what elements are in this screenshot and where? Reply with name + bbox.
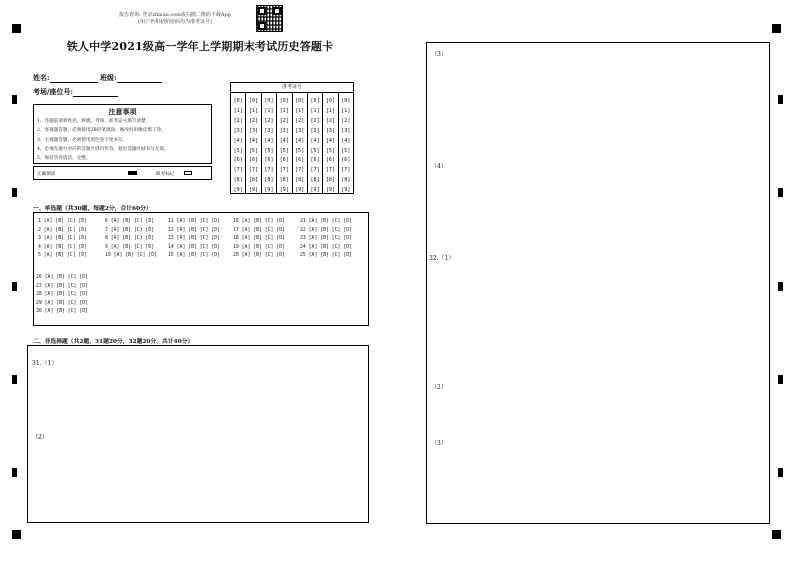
corner-mark [12,530,21,539]
exam-number-bubble[interactable]: [2] [325,117,335,124]
answer-area-31[interactable] [27,345,369,523]
choice-question[interactable]: 23 [A] [B] [C] [D] [300,236,352,242]
exam-number-bubble[interactable]: [2] [233,117,243,124]
choice-question[interactable]: 8 [A] [B] [C] [D] [105,236,155,242]
exam-number-bubble[interactable]: [7] [279,167,289,174]
exam-number-bubble[interactable]: [2] [295,117,305,124]
exam-number-bubble[interactable]: [6] [249,157,259,164]
timing-mark [12,95,17,104]
exam-number-bubble[interactable]: [3] [310,127,320,134]
exam-number-bubble[interactable]: [1] [310,107,320,114]
exam-number-bubble[interactable]: [8] [279,177,289,184]
answer-area-right[interactable] [426,42,770,524]
exam-number-bubble[interactable]: [6] [341,157,351,164]
timing-mark [12,188,17,197]
name-field [33,73,162,83]
exam-number-bubble[interactable]: [9] [295,187,305,194]
exam-number-bubble[interactable]: [7] [249,167,259,174]
exam-number-bubble[interactable]: [9] [310,187,320,194]
exam-number-bubble[interactable]: [1] [233,107,243,114]
exam-number-bubble[interactable]: [0] [264,98,274,104]
exam-number-bubble[interactable]: [3] [233,127,243,134]
choice-question[interactable]: 3 [A] [B] [C] [D] [38,236,88,242]
q32-part3-label: （3） [431,440,447,447]
section1-title: 一、单选题（共30题，每题2分，合计60分） [33,206,152,212]
choice-question[interactable]: 19 [A] [B] [C] [D] [233,244,285,250]
notes-box [33,104,212,164]
q31-part4-label: （4） [431,163,447,170]
exam-number-bubble[interactable]: [0] [249,98,259,104]
exam-number-bubble[interactable]: [1] [341,107,351,114]
choice-question[interactable]: 13 [A] [B] [C] [D] [168,236,220,242]
notes-item: 3、主观题答题，必须使用黑色签字笔书写。 [37,137,128,143]
choice-question[interactable]: 1 [A] [B] [C] [D] [38,219,88,224]
exam-number-column [246,93,261,194]
multiple-choice-box [33,212,369,326]
correct-fill-label: 正确填涂 [37,172,56,177]
exam-number-bubble[interactable]: [2] [264,117,274,124]
exam-number-bubble[interactable]: [5] [249,147,259,154]
exam-number-bubble[interactable]: [4] [325,137,335,144]
exam-number-bubble[interactable]: [7] [341,167,351,174]
q31-part2-label: （2） [32,434,48,441]
exam-number-bubble[interactable]: [0] [295,98,305,104]
exam-number-bubble[interactable]: [5] [310,147,320,154]
timing-mark [778,375,783,384]
exam-number-column [277,93,292,194]
exam-number-bubble[interactable]: [5] [295,147,305,154]
exam-number-bubble[interactable]: [5] [279,147,289,154]
exam-number-column [293,93,308,194]
exam-number-bubble[interactable]: [7] [233,167,243,174]
choice-question[interactable]: 22 [A] [B] [C] [D] [300,227,352,233]
choice-question[interactable]: 16 [A] [B] [C] [D] [233,219,285,224]
notes-item: 1、答题前请将姓名、班级、考场、准考证号填写清楚。 [37,119,151,124]
choice-question[interactable]: 6 [A] [B] [C] [D] [105,219,155,224]
exam-number-bubble[interactable]: [3] [279,127,289,134]
exam-number-bubble[interactable]: [4] [295,137,305,144]
room-blank[interactable] [73,89,118,97]
exam-number-bubble[interactable]: [9] [249,187,259,194]
exam-number-bubble[interactable]: [8] [341,177,351,184]
exam-number-bubble[interactable]: [6] [233,157,243,164]
exam-number-bubble[interactable]: [5] [233,147,243,154]
exam-number-bubble[interactable]: [1] [325,107,335,114]
exam-number-bubble[interactable]: [8] [249,177,259,184]
exam-number-bubble[interactable]: [8] [325,177,335,184]
exam-number-column [262,93,277,194]
exam-number-bubble[interactable]: [2] [279,117,289,124]
choice-question[interactable]: 26 [A] [B] [C] [D] [36,275,88,280]
exam-number-column [339,93,353,194]
choice-question[interactable]: 4 [A] [B] [C] [D] [38,244,88,250]
exam-number-bubble[interactable]: [4] [341,137,351,144]
report-instruction-sub: (用户名和初始密码均为准考证号) [138,19,212,25]
exam-number-bubble[interactable]: [3] [264,127,274,134]
name-label: 姓名: [33,73,50,82]
exam-number-bubble[interactable]: [0] [325,98,335,104]
timing-mark [778,188,783,197]
exam-number-bubble[interactable]: [9] [264,187,274,194]
exam-number-bubble[interactable]: [9] [233,187,243,194]
exam-number-bubble[interactable]: [2] [310,117,320,124]
q31-part3-label: （3） [431,51,447,58]
exam-number-bubble[interactable]: [3] [325,127,335,134]
exam-number-bubble[interactable]: [2] [341,117,351,124]
room-label: 考场/座位号: [33,87,74,96]
timing-mark [778,468,783,477]
choice-question[interactable]: 5 [A] [B] [C] [D] [38,253,88,259]
choice-question[interactable]: 7 [A] [B] [C] [D] [105,227,155,233]
exam-number-bubble[interactable]: [0] [279,98,289,104]
exam-number-bubble[interactable]: [7] [264,167,274,174]
exam-number-bubble[interactable]: [3] [341,127,351,134]
choice-question[interactable]: 12 [A] [B] [C] [D] [168,227,220,233]
q31-part1-label: 31.（1） [32,360,58,367]
choice-question[interactable]: 30 [A] [B] [C] [D] [36,309,88,315]
timing-mark [12,375,17,384]
exam-number-bubble[interactable]: [6] [310,157,320,164]
timing-mark [778,95,783,104]
choice-question[interactable]: 14 [A] [B] [C] [D] [168,244,220,250]
class-blank[interactable] [117,75,162,83]
exam-number-bubble[interactable]: [7] [325,167,335,174]
exam-number-bubble[interactable]: [5] [325,147,335,154]
qr-code-icon [256,5,283,32]
section2-title: 二、非选择题（共2题，31题20分，32题20分，共计40分） [33,339,194,345]
filled-bubble-icon [128,171,137,175]
fill-example-box [33,166,212,180]
exam-number-bubble[interactable]: [9] [341,187,351,194]
exam-number-bubble[interactable]: [6] [295,157,305,164]
exam-number-bubble[interactable]: [7] [295,167,305,174]
notes-item: 2、客观题答题，必须使用2B铅笔填涂，修改时用橡皮擦干净。 [37,128,166,134]
exam-number-bubble[interactable]: [6] [279,157,289,164]
exam-number-bubble[interactable]: [5] [341,147,351,154]
choice-question[interactable]: 10 [A] [B] [C] [D] [105,253,157,259]
choice-question[interactable]: 27 [A] [B] [C] [D] [36,283,88,289]
exam-number-column [308,93,323,194]
exam-number-bubble[interactable]: [6] [325,157,335,164]
choice-question[interactable]: 2 [A] [B] [C] [D] [38,227,88,233]
exam-number-bubble[interactable]: [4] [233,137,243,144]
exam-number-bubble[interactable]: [9] [325,187,335,194]
notes-item: 5、保持答卷清洁、完整。 [37,156,91,162]
exam-number-bubble[interactable]: [8] [264,177,274,184]
corner-mark [12,24,21,33]
exam-number-bubble[interactable]: [0] [310,98,320,104]
notes-item: 4、必须在题号对应的答题区域内作答，超出答题区域书写无效。 [37,146,169,152]
q32-part1-label: 32.（1） [429,255,455,262]
exam-number-title: 准考证号 [231,83,353,93]
choice-question[interactable]: 25 [A] [B] [C] [D] [300,253,352,259]
exam-number-bubble[interactable]: [9] [279,187,289,194]
choice-question[interactable]: 18 [A] [B] [C] [D] [233,236,285,242]
timing-mark [12,282,17,291]
class-label: 班级: [100,73,117,82]
exam-number-bubble[interactable]: [4] [279,137,289,144]
choice-question[interactable]: 24 [A] [B] [C] [D] [300,244,352,250]
exam-number-column [231,93,246,194]
q32-part2-label: （2） [431,384,447,391]
choice-question[interactable]: 20 [A] [B] [C] [D] [233,253,285,259]
choice-question[interactable]: 9 [A] [B] [C] [D] [105,244,155,250]
exam-number-bubble[interactable]: [4] [310,137,320,144]
room-field [33,87,118,97]
exam-number-bubble[interactable]: [1] [295,107,305,114]
exam-number-bubble[interactable]: [2] [249,117,259,124]
choice-question[interactable]: 21 [A] [B] [C] [D] [300,219,352,224]
page-title: 铁人中学2021级高一学年上学期期末考试历史答题卡 [66,40,334,53]
choice-question[interactable]: 28 [A] [B] [C] [D] [36,292,88,298]
choice-question[interactable]: 11 [A] [B] [C] [D] [168,219,220,224]
exam-number-bubble[interactable]: [3] [295,127,305,134]
exam-number-bubble[interactable]: [8] [310,177,320,184]
choice-question[interactable]: 17 [A] [B] [C] [D] [233,227,285,233]
exam-number-bubble[interactable]: [0] [341,98,351,104]
exam-number-bubble[interactable]: [7] [310,167,320,174]
exam-number-bubble[interactable]: [4] [249,137,259,144]
choice-question[interactable]: 29 [A] [B] [C] [D] [36,300,88,306]
exam-number-bubble[interactable]: [6] [264,157,274,164]
report-instruction: 报告查询: 登录zhixue.com或扫描二维码下载App [119,12,231,18]
exam-number-bubble[interactable]: [1] [279,107,289,114]
corner-mark [772,530,781,539]
exam-number-bubble[interactable]: [5] [264,147,274,154]
timing-mark [12,468,17,477]
exam-number-bubble[interactable]: [0] [233,98,243,104]
missing-mark-checkbox[interactable] [184,171,192,175]
name-blank[interactable] [50,75,98,83]
exam-number-bubble[interactable]: [3] [249,127,259,134]
timing-mark [778,282,783,291]
choice-question[interactable]: 15 [A] [B] [C] [D] [168,253,220,259]
corner-mark [772,24,781,33]
missing-mark-label: 缺考标记 [156,172,175,177]
exam-number-bubble[interactable]: [1] [264,107,274,114]
exam-number-bubble[interactable]: [8] [233,177,243,184]
exam-number-bubble[interactable]: [1] [249,107,259,114]
exam-number-column [323,93,338,194]
exam-number-bubble[interactable]: [8] [295,177,305,184]
exam-number-bubble[interactable]: [4] [264,137,274,144]
notes-title: 注意事项 [108,107,137,116]
exam-number-grid [230,82,354,194]
